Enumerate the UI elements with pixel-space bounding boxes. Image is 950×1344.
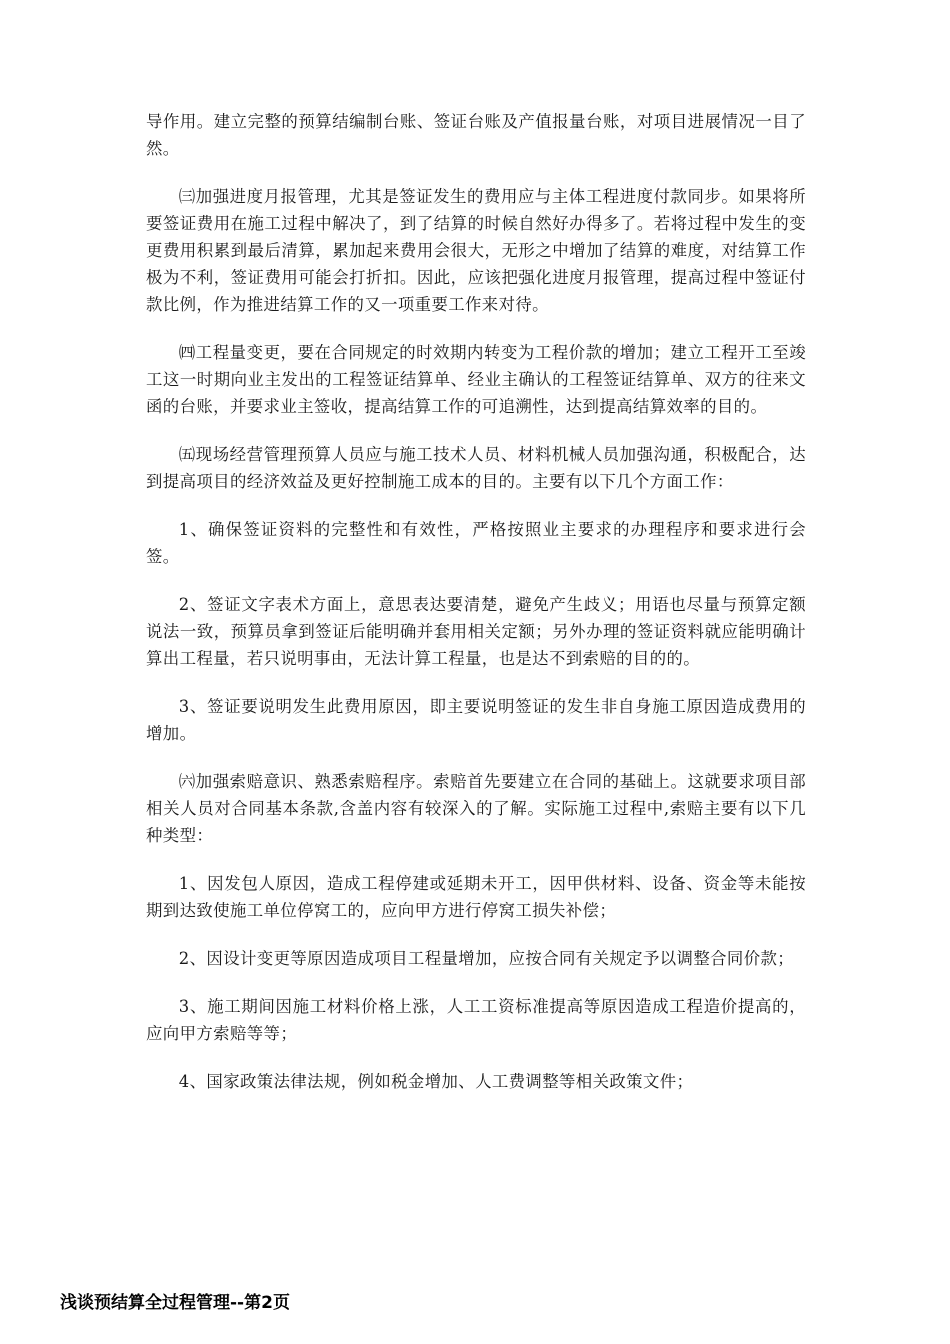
paragraph-section-4: ㈣工程量变更，要在合同规定的时效期内转变为工程价款的增加；建立工程开工至竣工这一时期向业主发出的工程签证结算单、经业主确认的工程签证结算单、双方的往来文函的台账，并要求业主签收，提高结算工作的可追溯性，达到提高结算效率的目的。 [146,343,806,416]
paragraph-section-3: ㈢加强进度月报管理，尤其是签证发生的费用应与主体工程进度付款同步。如果将所要签证费用在施工过程中解决了，到了结算的时候自然好办得多了。若将过程中发生的变更费用积累到最后清算，累加起来费用会很大，无形之中增加了结算的难度，对结算工作极为不利，签证费用可能会打折扣。因此，应该把强化进度月报管理，提高过程中签证付款比例，作为推进结算工作的又一项重要工作来对待。 [146,187,806,314]
paragraph-section-6-item-1: 1、因发包人原因，造成工程停建或延期未开工，因甲供材料、设备、资金等未能按期到达致使施工单位停窝工的，应向甲方进行停窝工损失补偿； [146,874,806,920]
paragraph-section-6-item-4: 4、国家政策法律法规，例如税金增加、人工费调整等相关政策文件； [178,1072,694,1091]
paragraph-section-6-item-3: 3、施工期间因施工材料价格上涨，人工工资标准提高等原因造成工程造价提高的，应向甲方索赔等等； [146,997,806,1043]
paragraph-continuation: 导作用。建立完整的预算结编制台账、签证台账及产值报量台账，对项目进展情况一目了然。 [146,112,806,158]
paragraph-section-6-item-2: 2、因设计变更等原因造成项目工程量增加，应按合同有关规定予以调整合同价款； [178,949,795,968]
paragraph-section-6: ㈥加强索赔意识、熟悉索赔程序。索赔首先要建立在合同的基础上。这就要求项目部相关人员对合同基本条款,含盖内容有较深入的了解。实际施工过程中,索赔主要有以下几种类型： [146,772,806,845]
paragraph-section-5-item-2: 2、签证文字表术方面上，意思表达要清楚，避免产生歧义；用语也尽量与预算定额说法一致，预算员拿到签证后能明确并套用相关定额；另外办理的签证资料就应能明确计算出工程量，若只说明事由，无法计算工程量，也是达不到索赔的目的的。 [146,595,806,668]
page-footer: 浅谈预结算全过程管理--第2页 [60,1293,290,1313]
paragraph-section-5-item-3: 3、签证要说明发生此费用原因，即主要说明签证的发生非自身施工原因造成费用的增加。 [146,697,806,743]
paragraph-section-5: ㈤现场经营管理预算人员应与施工技术人员、材料机械人员加强沟通，积极配合，达到提高项目的经济效益及更好控制施工成本的目的。主要有以下几个方面工作： [146,445,806,491]
paragraph-section-5-item-1: 1、确保签证资料的完整性和有效性，严格按照业主要求的办理程序和要求进行会签。 [146,520,806,566]
document-body [146,108,806,1116]
